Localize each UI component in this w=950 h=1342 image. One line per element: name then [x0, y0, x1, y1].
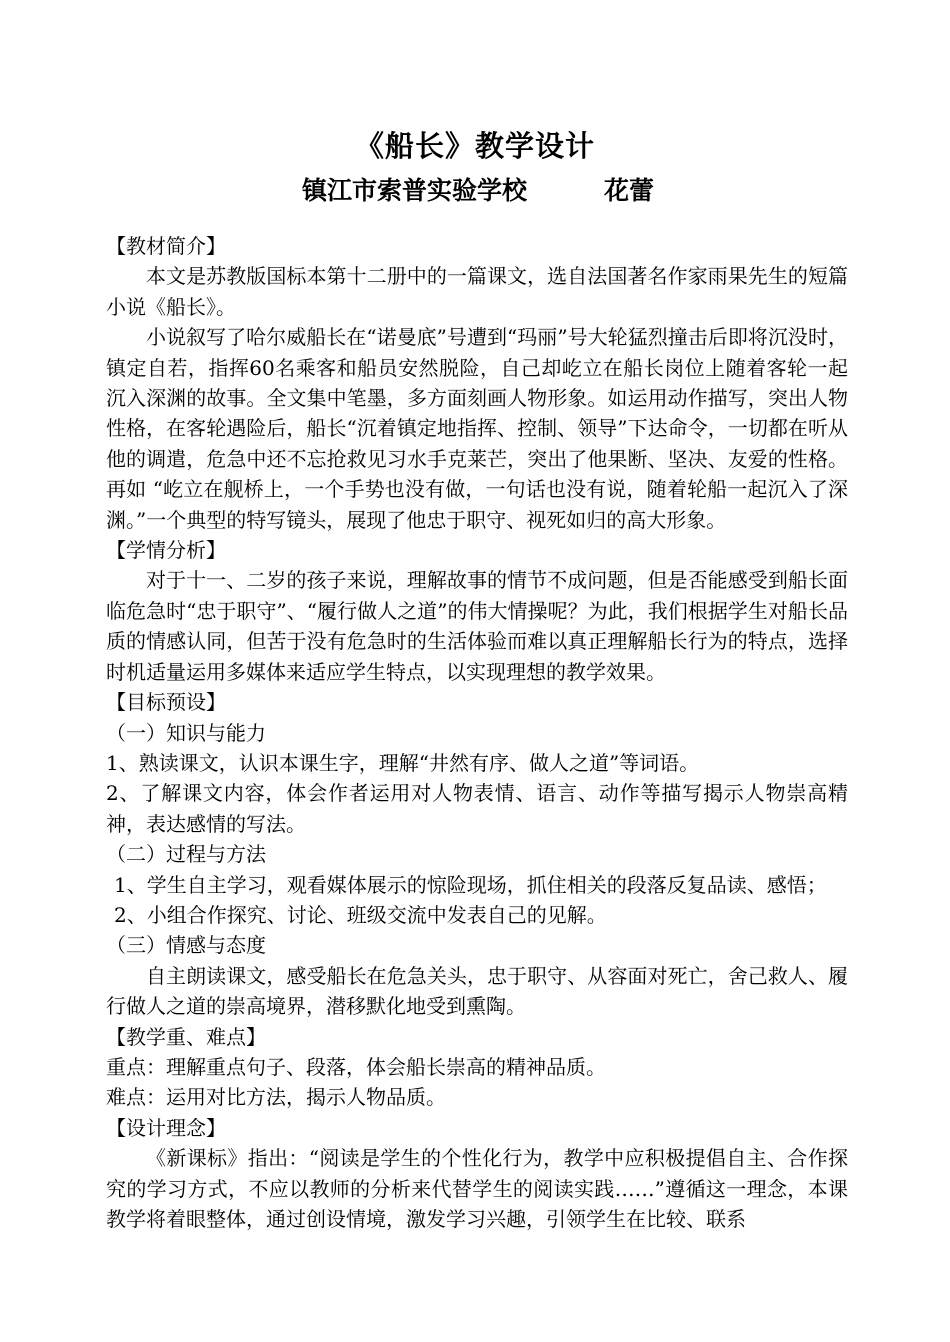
- focus-line: 重点：理解重点句子、段落，体会船长崇高的精神品质。: [106, 1054, 606, 1079]
- subheading: （三）情感与态度: [106, 933, 266, 958]
- section-heading-analysis: 【学情分析】: [106, 538, 226, 563]
- author-name: 花蕾: [604, 176, 655, 205]
- section-heading-concept: 【设计理念】: [106, 1115, 226, 1140]
- subheading: （一）知识与能力: [106, 720, 266, 745]
- document-body: [106, 231, 848, 1234]
- subheading: （二）过程与方法: [106, 842, 266, 867]
- section-heading-intro: 【教材简介】: [106, 234, 226, 258]
- difficulty-line: 难点：运用对比方法，揭示人物品质。: [106, 1085, 446, 1110]
- paragraph: 本文是苏教版国标本第十二册中的一篇课文，选自法国著名作家雨果先生的短篇小说《船长》。: [106, 264, 848, 319]
- paragraph: 《新课标》指出：“阅读是学生的个性化行为，教学中应积极提倡自主、合作探究的学习方式，不应以教师的分析来代替学生的阅读实践……”遵循这一理念，本课教学将着眼整体，通过创设情境，激发学习兴趣，引领学生在比较、联系: [106, 1146, 848, 1231]
- paragraph: 对于十一、二岁的孩子来说，理解故事的情节不成问题，但是否能感受到船长面临危急时“忠于职守”、“履行做人之道”的伟大情操呢？为此，我们根据学生对船长品质的情感认同，但苦于没有危急时的生活体验而难以真正理解船长行为的特点，选择时机适量运用多媒体来适应学生特点，以实现理想的教学效果。: [106, 568, 848, 684]
- paragraph: 自主朗读课文，感受船长在危急关头，忠于职守、从容面对死亡，舍己救人、履行做人之道的崇高境界，潜移默化地受到熏陶。: [106, 963, 848, 1019]
- paragraph: 小说叙写了哈尔威船长在“诺曼底”号遭到“玛丽”号大轮猛烈撞击后即将沉没时，镇定自若，指挥60名乘客和船员安然脱险，自己却屹立在船长岗位上随着客轮一起沉入深渊的故事。全文集中笔墨，多方面刻画人物形象。如运用动作描写，突出人物性格，在客轮遇险后，船长“沉着镇定地指挥、控制、领导”下达命令，一切都在听从他的调遣，危急中还不忘抢救见习水手克莱芒，突出了他果断、坚决、友爱的性格。再如 “屹立在舰桥上，一个手势也没有做，一句话也没有说，随着轮船一起沉入了深渊。”一个典型的特写镜头，展现了他忠于职守、视死如归的高大形象。: [106, 325, 848, 532]
- list-item: 1、学生自主学习，观看媒体展示的惊险现场，抓住相关的段落反复品读、感悟；: [114, 872, 827, 897]
- list-item: 1、熟读课文，认识本课生字，理解“井然有序、做人之道”等词语。: [106, 750, 700, 775]
- list-item: 2、小组合作探究、讨论、班级交流中发表自己的见解。: [114, 902, 607, 927]
- document-title: 《船长》教学设计: [354, 129, 595, 163]
- school-name: 镇江市索普实验学校: [302, 176, 528, 205]
- section-heading-goals: 【目标预设】: [106, 690, 226, 715]
- section-heading-keypoints: 【教学重、难点】: [106, 1024, 266, 1049]
- list-item: 2、了解课文内容，体会作者运用对人物表情、语言、动作等描写揭示人物崇高精神，表达感情的写法。: [106, 781, 848, 836]
